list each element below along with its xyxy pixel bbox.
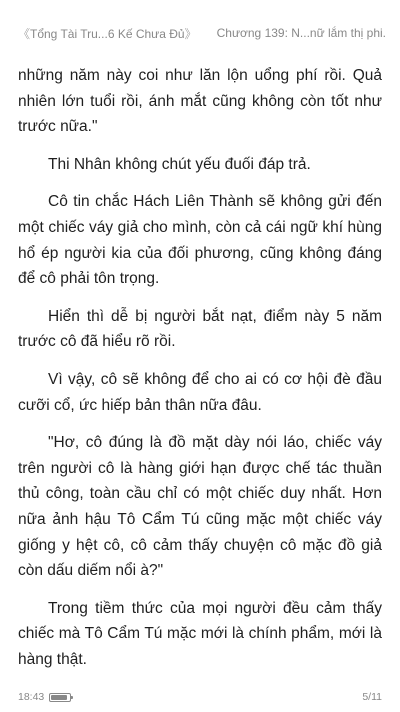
- reader-footer: [18, 690, 382, 704]
- battery-icon: [49, 693, 71, 702]
- paragraph: Vì vậy, cô sẽ không để cho ai có cơ hội đè đầu cưỡi cổ, ức hiếp bản thân nữa đâu.: [18, 370, 382, 414]
- paragraph: Cô tin chắc Hách Liên Thành sẽ không gửi đến một chiếc váy giả cho mình, còn cả cái ngữ khí hùng hổ ép người kia của đối phương, cũng không đáng để cô phải tôn trọng.: [18, 193, 382, 288]
- book-title: 《Tổng Tài Tru...6 Kế Chưa Đủ》: [18, 26, 197, 41]
- paragraph: Thi Nhân không chút yếu đuối đáp trả.: [48, 155, 311, 173]
- paragraph: những năm này coi như lăn lộn uổng phí rồi. Quả nhiên lớn tuổi rồi, ánh mắt cũng không còn tốt như trước nữa.": [18, 67, 382, 136]
- chapter-content[interactable]: [18, 63, 382, 684]
- paragraph: "Hơ, cô đúng là đồ mặt dày nói láo, chiếc váy trên người cô là hàng giới hạn được chế tác thuần thủ công, toàn cầu chỉ có một chiếc duy nhất. Hơn nữa ảnh hậu Tô Cẩm Tú cũng mặc một chiếc váy giống y hệt cô, cô cảm thấy chuyện cô mặc đồ giả còn dấu diếm nổi à?": [18, 434, 382, 580]
- clock-time: 18:43: [18, 691, 45, 703]
- status-left: [18, 691, 71, 703]
- chapter-title: Chương 139: N...nữ lắm thị phi.: [216, 26, 386, 40]
- battery-cap: [71, 696, 73, 699]
- paragraph: Hiển thì dễ bị người bắt nạt, điểm này 5 năm trước cô đã hiểu rõ rồi.: [18, 307, 382, 351]
- battery-level-fill: [51, 695, 66, 700]
- paragraph: Trong tiềm thức của mọi người đều cảm thấy chiếc mà Tô Cẩm Tú mặc mới là chính phẩm, mới là hàng thật.: [18, 599, 382, 668]
- reader-header: [18, 22, 386, 44]
- page-indicator: 5/11: [362, 691, 382, 703]
